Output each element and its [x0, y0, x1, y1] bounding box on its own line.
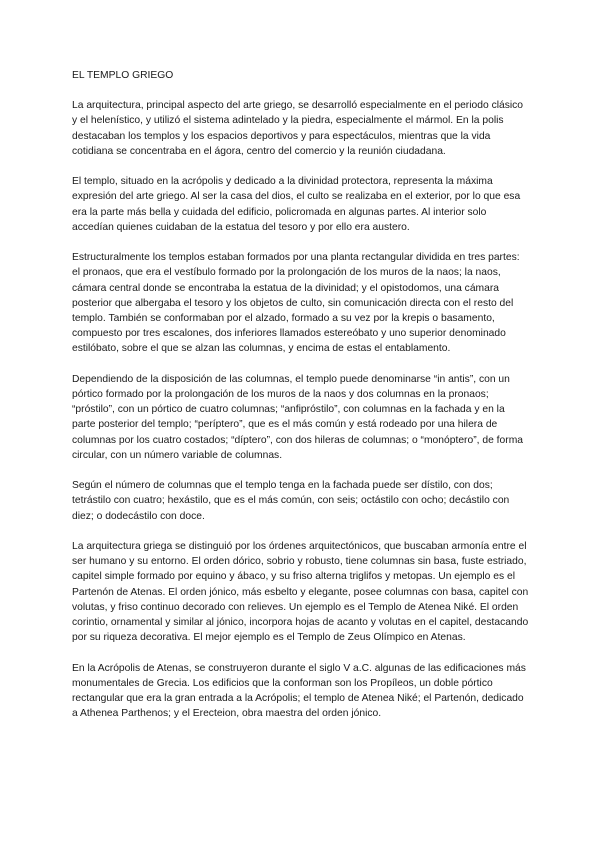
paragraph-acropolis: En la Acrópolis de Atenas, se construyeron durante el siglo V a.C. algunas de las edificaciones más monumentales de Grecia. Los edificios que la conforman son los Propíleos, un doble pórtico rectangular que era la gran entrada a la Acrópolis; el templo de Atenea Niké; el Partenón, dedicado a Athenea Parthenos; y el Erecteion, obra maestra del orden jónico.: [72, 662, 526, 720]
paragraph-temple-location: El templo, situado en la acrópolis y dedicado a la divinidad protectora, representa la máxima expresión del arte griego. Al ser la casa del dios, el culto se realizaba en el exterior, por lo que esa era la parte más bella y cuidada del edificio, policromada en algunas partes. Al interior solo accedían quienes cuidaban de la estatua del tesoro y por ello era austero.: [72, 176, 521, 233]
paragraph-temple-structure: Estructuralmente los templos estaban formados por una planta rectangular dividida en tres partes: el pronaos, que era el vestíbulo formado por la prolongación de los muros de la naos; la naos, cámara central donde se encontraba la estatua de la divinidad; y el opistodomos, una cámara posterior que albergaba el tesoro y los objetos de culto, sin comunicación directa con el resto del templo. También se conformaban por el alzado, formado a su vez por la krepis o basamento, compuesto por tres escalones, dos inferiores llamados estereóbato y uno superior denominado estilóbato, sobre el que se alzan las columnas, y encima de estas el entablamento.: [72, 252, 520, 355]
paragraph-intro: La arquitectura, principal aspecto del arte griego, se desarrolló especialmente en el periodo clásico y el helenístico, y utilizó el sistema adintelado y la piedra, especialmente el mármol. En la polis destacaban los templos y los espacios deportivos y para espectáculos, mientras que la vida cotidiana se concentraba en el ágora, centro del comercio y la reunión ciudadana.: [72, 100, 524, 157]
paragraph-column-count: Según el número de columnas que el templo tenga en la fachada puede ser dístilo, con dos; tetrástilo con cuatro; hexástilo, que es el más común, con seis; octástilo con ocho; decástilo con diez; o dodecástilo con doce.: [72, 480, 510, 522]
document-title: EL TEMPLO GRIEGO: [72, 70, 174, 81]
paragraph-column-arrangement: Dependiendo de la disposición de las columnas, el templo puede denominarse “in antis”, con un pórtico formado por la prolongación de los muros de la naos y dos columnas en la pronaos; “próstilo”, con un pórtico de cuatro columnas; “anfipróstilo”, con columnas en la fachada y en la parte posterior del templo; “períptero”, que es el más común y está rodeado por una hilera de columnas por los cuatro costados; “díptero”, con dos hileras de columnas; o “monóptero”, de forma circular, con un número variable de columnas.: [72, 373, 523, 461]
paragraph-architectural-orders: La arquitectura griega se distinguió por los órdenes arquitectónicos, que buscaban armonía entre el ser humano y su entorno. El orden dórico, sobrio y robusto, tiene columnas sin basa, fuste estriado, capitel simple formado por equino y ábaco, y su friso alterna triglifos y metopas. Un ejemplo es el Partenón de Atenas. El orden jónico, más esbelto y elegante, posee columnas con basa, capitel con volutas, y friso continuo decorado con relieves. Un ejemplo es el Templo de Atenea Niké. El orden corintio, ornamental y similar al jónico, incorpora hojas de acanto y volutas en el capitel, destacando por su riqueza decorativa. El mejor ejemplo es el Templo de Zeus Olímpico en Atenas.: [72, 541, 529, 644]
document-body: [72, 68, 530, 737]
